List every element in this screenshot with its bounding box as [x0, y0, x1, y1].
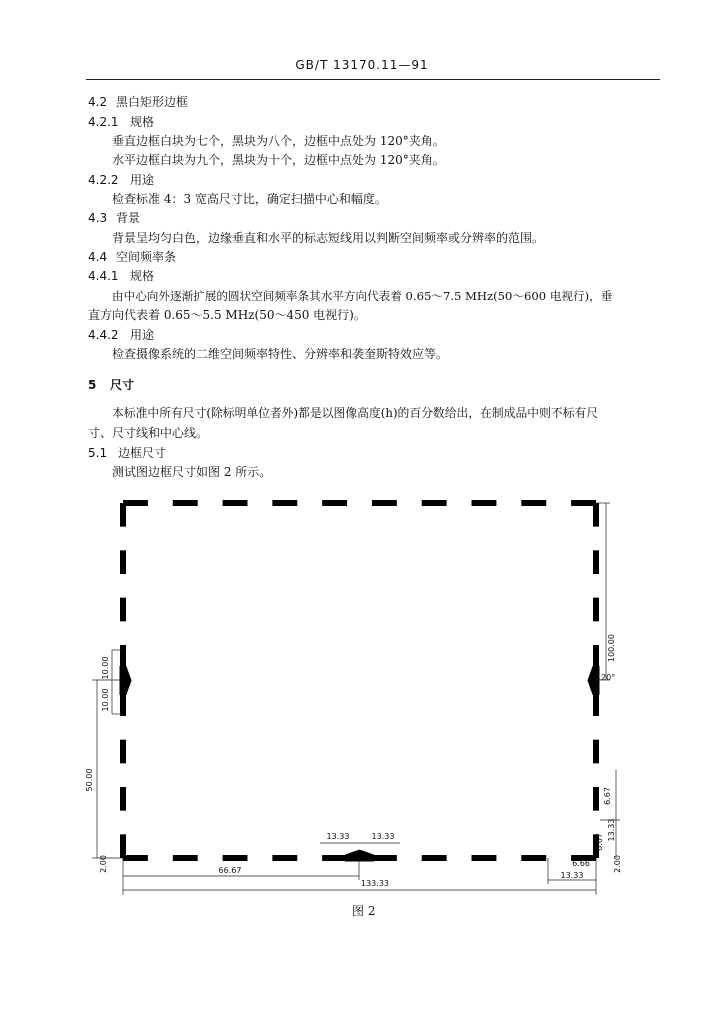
dim-label-bottom-6-66: 6.66: [572, 859, 590, 868]
body-line: 直方向代表着 0.65～5.5 MHz(50～450 电视行)。: [88, 308, 366, 322]
dim-label-left-50: 50.00: [85, 768, 94, 792]
section-title-4-4-2: 用途: [130, 328, 155, 342]
section-title-4-2-1: 规格: [130, 115, 155, 129]
section-title-5-1: 边框尺寸: [118, 446, 167, 460]
frame-block-right: [593, 550, 599, 574]
midpoint-notch-bottom: [346, 850, 374, 861]
section-title-4-4-1: 规格: [130, 269, 155, 283]
body-line: 本标准中所有尺寸(除标明单位者外)都是以图像高度(h)的百分数给出，在制成品中则不标有尺: [112, 406, 599, 420]
dim-label-left-10b: 10.00: [101, 688, 110, 712]
frame-block-right: [593, 598, 599, 622]
frame-block-right: [593, 503, 599, 527]
frame-block-top: [372, 500, 397, 506]
body-line: 测试图边框尺寸如图 2 所示。: [112, 465, 272, 479]
frame-block-right: [593, 740, 599, 764]
dim-label-mid-13-33b: 13.33: [371, 832, 395, 841]
frame-block-bottom: [472, 855, 497, 861]
section-number-4-2-2: 4.2.2: [88, 173, 119, 187]
figure-caption: 图 2: [352, 904, 376, 918]
frame-block-top: [521, 500, 546, 506]
body-line: 背景呈均匀白色，边缘垂直和水平的标志短线用以判断空间频率或分辨率的范围。: [112, 231, 545, 245]
section-number-5-1: 5.1: [88, 446, 108, 460]
frame-block-left: [120, 787, 126, 811]
frame-block-bottom: [173, 855, 198, 861]
frame-block-top: [272, 500, 297, 506]
dim-label-bottom-66-67: 66.67: [218, 866, 242, 875]
frame-block-left: [120, 692, 126, 716]
page-header: GB/T 13170.11—91: [295, 58, 429, 72]
section-number-4-4-1: 4.4.1: [88, 269, 119, 283]
dim-label-bottom-13-33-right: 13.33: [560, 871, 584, 880]
section-number-5: 5: [88, 378, 97, 392]
dim-label-left-10a: 10.00: [101, 656, 110, 680]
section-title-4-4: 空间频率条: [116, 250, 177, 264]
frame-block-left: [120, 834, 126, 858]
frame-block-right: [593, 787, 599, 811]
frame-block-left: [120, 503, 126, 527]
frame-block-bottom: [521, 855, 546, 861]
frame-block-top: [123, 500, 148, 506]
frame-block-top: [571, 500, 596, 506]
dim-label-mid-13-33a: 13.33: [326, 832, 350, 841]
section-title-5: 尺寸: [110, 378, 135, 392]
dim-label-right-13-33: 13.33: [607, 818, 616, 842]
dim-label-angle-120: 120°: [596, 673, 616, 682]
dimension-lines: [92, 503, 620, 895]
frame-block-right: [593, 645, 599, 669]
frame-block-bottom: [123, 855, 148, 861]
frame-block-top: [173, 500, 198, 506]
frame-block-top: [422, 500, 447, 506]
frame-block-right: [593, 692, 599, 716]
frame-block-bottom: [422, 855, 447, 861]
body-line: 检查摄像系统的二维空间频率特性、分辨率和袭奎斯特效应等。: [112, 347, 449, 361]
frame-block-bottom: [322, 855, 347, 861]
section-title-4-2-2: 用途: [130, 173, 155, 187]
frame-block-top: [472, 500, 497, 506]
frame-block-bottom: [372, 855, 397, 861]
frame-block-top: [223, 500, 248, 506]
frame-block-left: [120, 598, 126, 622]
frame-block-left: [120, 645, 126, 669]
body-line: 由中心向外逐渐扩展的圆状空间频率条其水平方向代表着 0.65～7.5 MHz(50～600 电视行)，垂: [112, 289, 613, 303]
frame-block-top: [322, 500, 347, 506]
body-line: 垂直边框白块为七个，黑块为八个，边框中点处为 120°夹角。: [112, 134, 445, 148]
section-title-4-2: 黑白矩形边框: [116, 95, 189, 109]
frame-block-left: [120, 550, 126, 574]
frame-block-left: [120, 740, 126, 764]
dim-label-right-100: 100.00: [607, 634, 616, 662]
frame-block-bottom: [223, 855, 248, 861]
dim-label-right-6-67b: 6.67: [595, 833, 604, 851]
section-number-4-4-2: 4.4.2: [88, 328, 119, 342]
midpoint-notch-left: [120, 667, 131, 695]
section-number-4-4: 4.4: [88, 250, 108, 264]
body-line: 寸、尺寸线和中心线。: [88, 426, 209, 440]
section-number-4-2-1: 4.2.1: [88, 115, 119, 129]
dim-label-left-2: 2.00: [99, 855, 108, 873]
dim-label-bottom-133-33: 133.33: [361, 879, 389, 888]
section-title-4-3: 背景: [116, 211, 141, 225]
section-number-4-2: 4.2: [88, 95, 108, 109]
frame-block-bottom: [272, 855, 297, 861]
dim-label-right-6-67: 6.67: [603, 787, 612, 805]
body-line: 检查标准 4：3 宽高尺寸比，确定扫描中心和幅度。: [112, 192, 387, 206]
dim-label-right-2: 2.00: [613, 855, 622, 873]
frame-border: [120, 500, 599, 861]
body-line: 水平边框白块为九个，黑块为十个，边框中点处为 120°夹角。: [112, 153, 445, 167]
section-number-4-3: 4.3: [88, 211, 108, 225]
